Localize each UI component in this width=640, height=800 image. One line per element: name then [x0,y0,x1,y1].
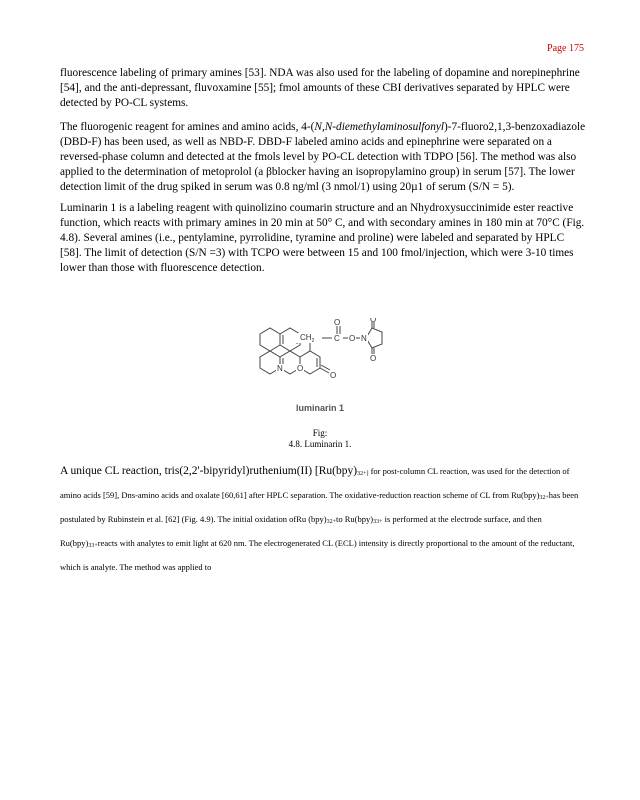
ring-a [260,328,280,351]
paragraph-luminarin: Luminarin 1 is a labeling reagent with quinolizino coumarin structure and an Nhydroxysuccinimide ester reactive function, which reacts with primary amines in 20 min at 50° C, and with secondary amines in 180 min at 70°C (Fig. 4.8). Several amines (i.e., pentylamine, pyrrolidine, tyramine and proline) were labeled and separated by HPLC [58]. The limit of detection (S/N =3) with TCPO were between 15 and 100 fmol/injection, which were 3-10 times lower than those with fluorescence detection. [60,202,585,274]
paragraph-ruthenium-cl [60,461,588,578]
subscript: 32+ [539,495,549,501]
paragraph-dbd-f [60,120,588,195]
atom-oxygen-succinimide-top: O [370,318,377,324]
paragraph-lead-text: A unique CL reaction, tris(2,2'-bipyridyl)ruthenium(II) [Ru(bpy) [60,465,358,477]
paragraph-text: )-7-fluoro2,1,3-benzoxadiazole (DBD-F) has been used, as well as NBD-F. DBD-F labeled amino acids and epinephrine were separated on a reversed-phase column and detected at the fmols level by PO-CL detection with TDPO [56]. The method was also applied to the determination of metoprolol (a βblocker having an isopropylamino group) in serum [57]. The lower detection limit of the drug spiked in serum was 0.8 ng/ml (3 nmol/1) using 20µ1 of serum (S/N = 5). [60,121,586,193]
subscript: 32+ [326,519,337,525]
paragraph-text: The fluorogenic reagent for amines and amino acids, 4-( [60,121,315,133]
italic-chemical-name: N,N-diemethylaminosulfonyl [314,121,444,133]
paragraph-nda-labeling: fluorescence labeling of primary amines [53]. NDA was also used for the labeling of dopamine and norepinephrine [54], and the anti-depressant, fluvoxamine [55]; fmol amounts of these CBI derivatives separated by HPLC were detected by PO-CL systems. [60,67,580,109]
atom-ch2: $CH_2$ [300,333,315,344]
subscript: 33+ [88,543,98,549]
atom-oxygen-succinimide-bottom: O [370,354,377,363]
atom-oxygen-lactone: O [330,371,337,380]
page-number: Page 175 [547,43,584,54]
paragraph-text: for post-column CL reaction, was used for the detection of amino acids [59], Dns-amino acids and oxalate [60,61] after HPLC separation. The oxidative-reduction reaction scheme of CL from Ru(bpy) [60,466,570,500]
atom-nitrogen-quinolizine: N [277,364,283,373]
paragraph-text: to Ru(bpy) [336,514,374,524]
atom-oxygen-carbonyl: O [334,318,341,327]
atom-carbon: C [334,334,340,343]
succinimide-ring [366,328,382,348]
atom-oxygen-ring: O [297,364,304,373]
subscript: 32+] [357,471,369,477]
figure-caption-title: 4.8. Luminarin 1. [288,439,352,449]
paragraph-text: reacts with analytes to emit light at 620 nm. The electrogenerated CL (ECL) intensity is directly proportional to the amount of the reductant, which is analyte. The method was applied to [60,538,575,572]
figure-caption-fig: Fig: [312,428,328,438]
atom-nitrogen-succinimide: N [361,334,367,343]
figure-label: luminarin 1 [295,403,344,413]
subscript: 33+ [373,519,383,525]
paragraph-text: has been postulated by Rubinstein et al. [62] (Fig. 4.9). The initial oxidation ofRu (bpy) [60,490,579,524]
atom-oxygen-link: O [349,334,356,343]
paragraph-text: is performed at the electrode surface, and then Ru(bpy) [60,514,542,548]
